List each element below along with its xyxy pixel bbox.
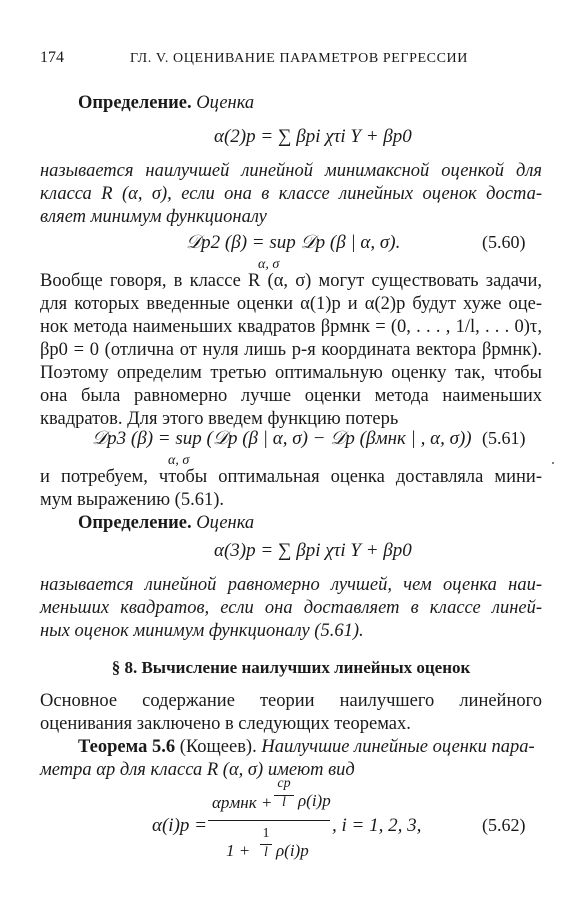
equation-5-61-subscript: α, σ	[168, 453, 190, 468]
equation-5-60-subscript: α, σ	[258, 257, 280, 272]
theorem-line-1	[78, 736, 535, 758]
definition-1-heading	[78, 92, 254, 114]
equation-5-60: 𝒟p2 (β) = sup 𝒟p (β | α, σ).	[186, 232, 401, 253]
theorem-text-line-1: Наилучшие линейные оценки пара-	[261, 737, 535, 757]
equation-5-61-number: (5.61)	[482, 428, 526, 448]
section-heading: § 8. Вычисление наилучших линейных оценок	[111, 658, 471, 677]
paragraph-1-line-6: она была равномерно лучше оценки метода наименьших	[40, 386, 542, 406]
definition-1-label: Определение.	[78, 93, 192, 113]
paragraph-3-line-2: оценивания заключено в следующих теоремах.	[40, 714, 411, 734]
definition-2-heading	[78, 512, 254, 534]
running-title: ГЛ. V. ОЦЕНИВАНИЕ ПАРАМЕТРОВ РЕГРЕССИИ	[130, 51, 468, 66]
equation-5-62-denominator-one: 1	[262, 826, 270, 841]
equation-5-61: 𝒟p3 (β) = sup (𝒟p (β | α, σ) − 𝒟p (βмнк | , α, σ))	[92, 428, 472, 449]
paragraph-3-line-1: Основное содержание теории наилучшего линейного	[40, 691, 542, 711]
equation-5-62-number: (5.62)	[482, 815, 526, 835]
page-number: 174	[40, 49, 64, 66]
definition-2-text-line-3: ных оценок минимум функционалу (5.61).	[40, 621, 364, 641]
definition-1-intro: Оценка	[196, 93, 255, 113]
equation-5-62-fraction-bar	[208, 820, 330, 821]
definition-2-text-line-2: меньших квадратов, если она доставляет в классе линей-	[40, 598, 542, 618]
equation-5-62-denominator-l: l	[264, 845, 268, 860]
definition-2-label: Определение.	[78, 513, 192, 533]
equation-5-60-number: (5.60)	[482, 232, 526, 252]
equation-5-62-denominator-rho: ρ(i)p	[276, 841, 309, 860]
theorem-author: (Кощеев).	[179, 737, 257, 757]
equation-5-62-numerator-rho: ρ(i)p	[298, 791, 331, 810]
paragraph-1-line-5: Поэтому определим третью оптимальную оценку так, чтобы	[40, 363, 542, 383]
equation-5-62-lhs: α(i)p =	[152, 815, 207, 836]
equation-5-62-numerator-cp: cp	[277, 776, 291, 791]
theorem-label: Теорема 5.6	[78, 737, 176, 757]
paragraph-2-line-2: мум выражению (5.61).	[40, 490, 224, 510]
print-speck	[552, 462, 554, 464]
equation-5-62-numerator-term: αpмнк +	[212, 793, 273, 812]
paragraph-1-line-4: βp0 = 0 (отлична от нуля лишь p-я координата вектора βpмнк).	[40, 340, 542, 360]
paragraph-1-line-2: для которых введенные оценки α(1)p и α(2)p будут хуже оце-	[40, 294, 542, 314]
definition-1-text-line-2: класса R (α, σ), если она в классе линейных оценок доста-	[40, 184, 542, 204]
paragraph-1-line-7: квадратов. Для этого введем функцию потерь	[40, 409, 399, 429]
paragraph-1-line-3: нок метода наименьших квадратов βpмнк = (0, . . . , 1/l, . . . 0)τ,	[40, 317, 542, 337]
paragraph-1-line-1: Вообще говоря, в классе R (α, σ) могут существовать задачи,	[40, 271, 542, 291]
definition-1-formula: α(2)p = ∑ βpi χτi Y + βp0	[214, 126, 412, 147]
equation-5-62-denominator-term: 1 +	[226, 841, 251, 860]
theorem-text-line-2: метра αp для класса R (α, σ) имеют вид	[40, 760, 355, 780]
definition-1-text-line-1: называется наилучшей линейной минимаксной оценкой для	[40, 161, 542, 181]
paragraph-2-line-1: и потребуем, чтобы оптимальная оценка доставляла мини-	[40, 467, 542, 487]
equation-5-62-numerator-l: l	[282, 795, 286, 810]
definition-2-formula: α(3)p = ∑ βpi χτi Y + βp0	[214, 540, 412, 561]
definition-2-intro: Оценка	[196, 513, 255, 533]
definition-1-text-line-3: вляет минимум функционалу	[40, 207, 267, 227]
equation-5-62-tail: , i = 1, 2, 3,	[332, 815, 422, 836]
definition-2-text-line-1: называется линейной равномерно лучшей, чем оценка наи-	[40, 575, 542, 595]
